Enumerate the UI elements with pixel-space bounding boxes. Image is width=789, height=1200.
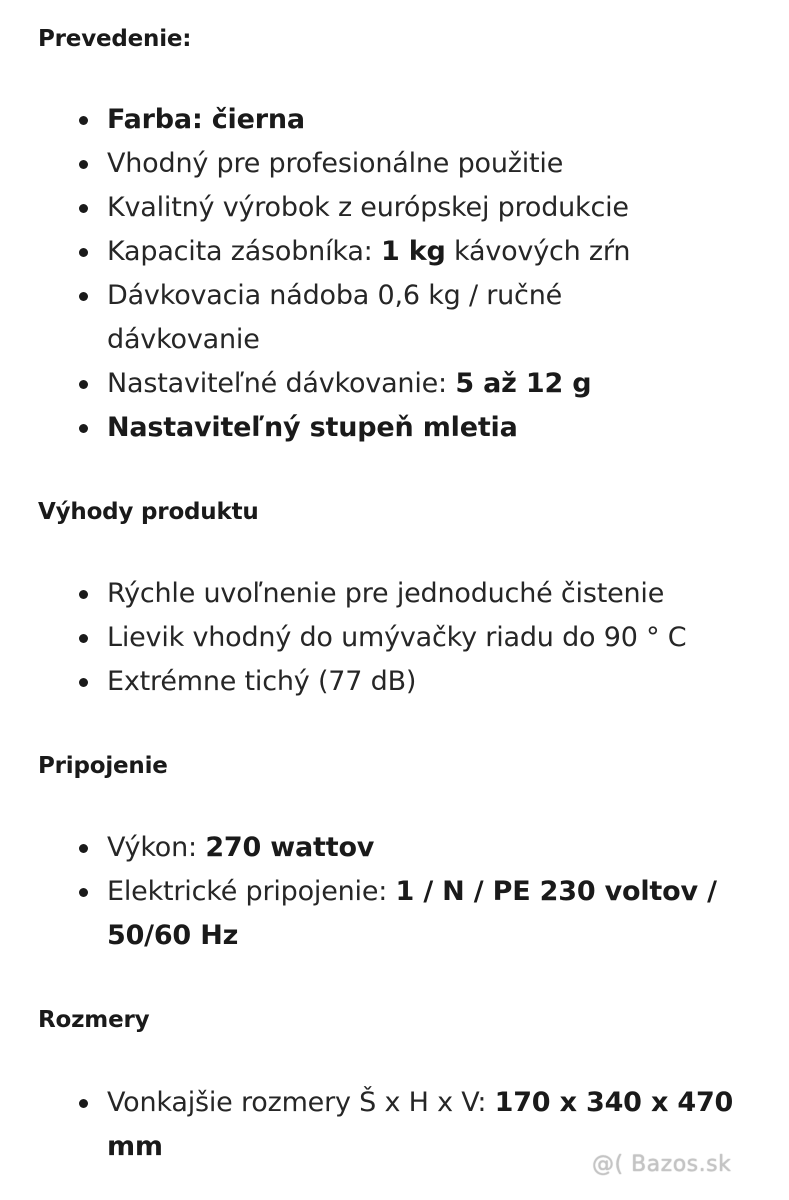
list-vyhody — [0, 572, 760, 704]
list-item: Elektrické pripojenie: 1 / N / PE 230 voltov / 50/60 Hz — [0, 870, 760, 958]
heading-pripojenie: Pripojenie — [38, 753, 168, 779]
heading-vyhody: Výhody produktu — [38, 499, 259, 525]
list-item: Dávkovacia nádoba 0,6 kg / ručné dávkovanie — [0, 274, 760, 362]
list-pripojenie — [0, 826, 760, 958]
list-item: Farba: čierna — [0, 98, 760, 142]
heading-rozmery: Rozmery — [38, 1007, 150, 1033]
list-item: Kvalitný výrobok z európskej produkcie — [0, 186, 760, 230]
list-item: Lievik vhodný do umývačky riadu do 90 ° C — [0, 616, 760, 660]
list-item: Rýchle uvoľnenie pre jednoduché čistenie — [0, 572, 760, 616]
list-item: Vhodný pre profesionálne použitie — [0, 142, 760, 186]
list-prevedenie — [0, 98, 760, 450]
list-item: Vonkajšie rozmery Š x H x V: 170 x 340 x 470 mm — [0, 1081, 760, 1169]
list-item: Extrémne tichý (77 dB) — [0, 660, 760, 704]
list-item: Výkon: 270 wattov — [0, 826, 760, 870]
list-item: Nastaviteľný stupeň mletia — [0, 406, 760, 450]
list-item: Kapacita zásobníka: 1 kg kávových zŕn — [0, 230, 760, 274]
list-item: Nastaviteľné dávkovanie: 5 až 12 g — [0, 362, 760, 406]
bazos-watermark: @( Bazos.sk — [592, 1152, 732, 1177]
heading-prevedenie: Prevedenie: — [38, 26, 192, 52]
